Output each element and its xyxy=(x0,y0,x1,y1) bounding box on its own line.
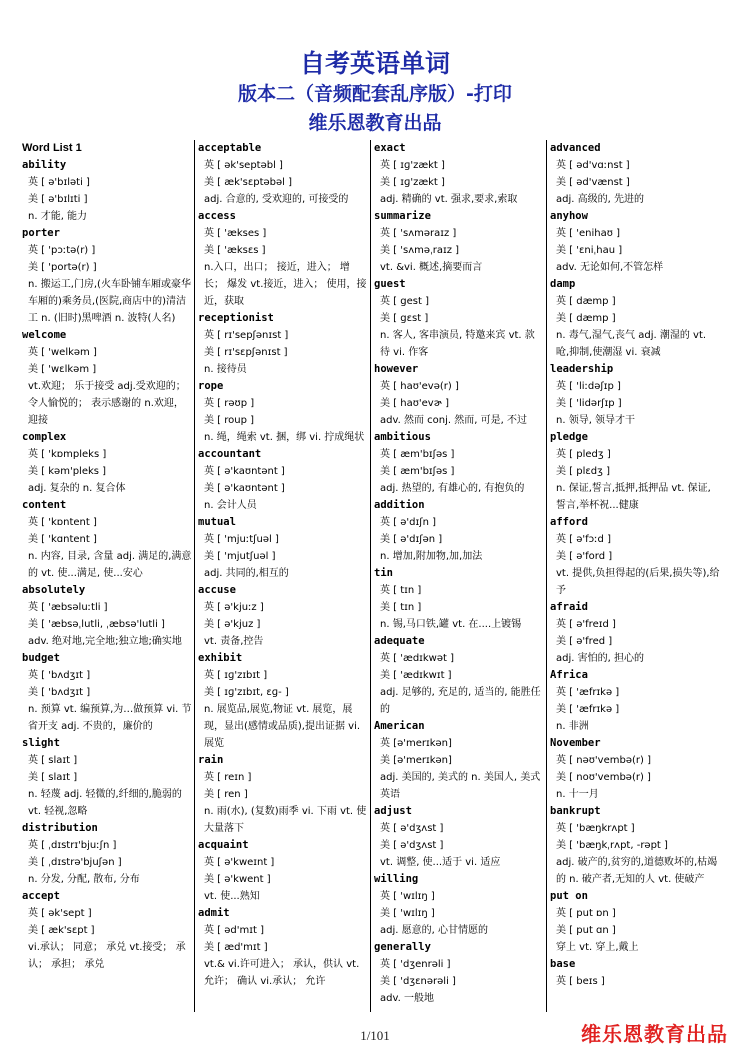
pronunciation: 英 [ ɪɡ'zækt ] xyxy=(380,160,445,171)
headword: pledge xyxy=(550,431,588,443)
pronunciation: 英 [ 'enihaʊ ] xyxy=(556,228,620,239)
word-list-title: Word List 1 xyxy=(22,142,82,154)
definition: vt. 调整, 使...适于 vi. 适应 xyxy=(380,857,501,868)
definition: n. 接待员 xyxy=(204,364,247,375)
definition: n. 会计人员 xyxy=(204,500,257,511)
headword: distribution xyxy=(22,822,98,834)
pronunciation: 美 [ gɛst ] xyxy=(380,313,429,324)
headword: exhibit xyxy=(198,652,243,664)
headword: slight xyxy=(22,737,60,749)
definition: adv. 一般地 xyxy=(380,993,434,1004)
headword: bankrupt xyxy=(550,805,601,817)
definition: n. 轻蔑 adj. 轻微的,纤细的,脆弱的 vt. 轻视,忽略 xyxy=(28,789,182,817)
definition: vt.欢迎； 乐于接受 adj.受欢迎的； 令人愉悦的； 表示感谢的 n.欢迎，迎接 xyxy=(28,381,186,426)
headword: complex xyxy=(22,431,67,443)
pronunciation: 美 [ noʊ'vembə(r) ] xyxy=(556,772,651,783)
headword: generally xyxy=(374,941,431,953)
pronunciation: 美 [ ə'dɪʃən ] xyxy=(380,534,443,545)
pronunciation: 美 [ 'ædɪkwɪt ] xyxy=(380,670,452,681)
definition: adj. 害怕的, 担心的 xyxy=(556,653,644,664)
headword: damp xyxy=(550,278,576,290)
definition: n. 十一月 xyxy=(556,789,599,800)
pronunciation: 英 [ əd'vɑːnst ] xyxy=(556,160,630,171)
pronunciation: 英 [ 'sʌməraɪz ] xyxy=(380,228,457,239)
column-2 xyxy=(198,140,368,1012)
pronunciation: 英 [ 'welkəm ] xyxy=(28,347,97,358)
pronunciation: 美 [ 'bæŋkˌrʌpt, -rəpt ] xyxy=(556,840,668,851)
definition: adj. 破产的,贫穷的,道德败坏的,枯竭的 n. 破产者,无知的人 vt. 使破产 xyxy=(556,857,718,885)
definition: adv. 然而 conj. 然而, 可是, 不过 xyxy=(380,415,527,426)
pronunciation: 英 [ reɪn ] xyxy=(204,772,252,783)
definition: n. 保证,誓言,抵押,抵押品 vt. 保证,誓言,举杯祝...健康 xyxy=(556,483,711,511)
headword: accountant xyxy=(198,448,262,460)
definition: n. 绳，绳索 vt. 捆，绑 vi. 拧成绳状 xyxy=(204,432,365,443)
pronunciation: 英 [ 'ækses ] xyxy=(204,228,267,239)
headword: guest xyxy=(374,278,406,290)
pronunciation: 英 [ ə'kjuːz ] xyxy=(204,602,264,613)
definition: n. 毒气,湿气,丧气 adj. 潮湿的 vt. 呛,抑制,使潮湿 vi. 衰减 xyxy=(556,330,707,358)
definition: adv. 无论如何,不管怎样 xyxy=(556,262,664,273)
pronunciation: 美 [ æk'sɛptəbəl ] xyxy=(204,177,293,188)
pronunciation: 英 [ 'kɒntent ] xyxy=(28,517,97,528)
pronunciation: 美 [ 'ɛniˌhau ] xyxy=(556,245,623,256)
definition: n. 搬运工,门房,(火车卧铺车厢或豪华车厢的)乘务员,(医院,商店中的)清洁工 n. (旧时)黑啤酒 n. 波特(人名) xyxy=(28,279,191,324)
definition: n.入口，出口； 接近，进入； 增长； 爆发 vt.接近，进入； 使用，接近，获取 xyxy=(204,262,367,307)
definition: vt.& vi.许可进入； 承认，供认 vt.允许； 确认 vi.承认； 允许 xyxy=(204,959,360,987)
headword: advanced xyxy=(550,142,601,154)
headword: rope xyxy=(198,380,224,392)
headword: adequate xyxy=(374,635,425,647)
column-4 xyxy=(550,140,720,1012)
definition: n. 领导, 领导才干 xyxy=(556,415,636,426)
pronunciation: 美 [ 'bʌdʒɪt ] xyxy=(28,687,91,698)
pronunciation: 美 [ 'lidərʃɪp ] xyxy=(556,398,622,409)
pronunciation: 美 [ 'æfrɪkə ] xyxy=(556,704,620,715)
pronunciation: 美 [ 'mjutʃuəl ] xyxy=(204,551,276,562)
headword: summarize xyxy=(374,210,431,222)
headword: American xyxy=(374,720,425,732)
pronunciation: 英 [ 'dʒenrəli ] xyxy=(380,959,451,970)
headword: tin xyxy=(374,567,393,579)
definition: 穿上 vt. 穿上,戴上 xyxy=(556,942,639,953)
definition: n. 锡,马口铁,罐 vt. 在....上镀锡 xyxy=(380,619,522,630)
definition: adj. 共同的,相互的 xyxy=(204,568,289,579)
definition: adj. 愿意的, 心甘情愿的 xyxy=(380,925,488,936)
headword: admit xyxy=(198,907,230,919)
pronunciation: 英 [ ɪɡ'zɪbɪt ] xyxy=(204,670,268,681)
pronunciation: 英 [ 'bʌdʒɪt ] xyxy=(28,670,91,681)
pronunciation: 美 [ plɛdʒ ] xyxy=(556,466,610,477)
pronunciation: 英 [ ək'septəbl ] xyxy=(204,160,283,171)
headword: budget xyxy=(22,652,60,664)
pronunciation: 英 [ tɪn ] xyxy=(380,585,422,596)
pronunciation: 英 [ slaɪt ] xyxy=(28,755,78,766)
pronunciation: 美 [ ɪɡ'zɪbɪt, ɛɡ- ] xyxy=(204,687,289,698)
pronunciation: 美 [ æk'sɛpt ] xyxy=(28,925,95,936)
pronunciation: 英 [ 'pɔːtə(r) ] xyxy=(28,245,96,256)
pronunciation: 英 [ ˌdɪstrɪ'bjuːʃn ] xyxy=(28,840,117,851)
headword: welcome xyxy=(22,329,67,341)
headword: accuse xyxy=(198,584,236,596)
page-number: 1/101 xyxy=(360,1028,390,1043)
pronunciation: 美 [ 'dʒɛnərəli ] xyxy=(380,976,456,987)
pronunciation: 美 [ə'merɪkən] xyxy=(380,755,452,766)
definition: n. 分发, 分配, 散布, 分布 xyxy=(28,874,140,885)
definition: vt. 提供,负担得起的(后果,损失等),给予 xyxy=(556,568,720,596)
column-3 xyxy=(374,140,544,1012)
pronunciation: 英 [ 'ædɪkwət ] xyxy=(380,653,455,664)
word-list-columns xyxy=(22,140,732,1012)
pronunciation: 英 [ 'liːdəʃɪp ] xyxy=(556,381,621,392)
pronunciation: 美 [ ə'fred ] xyxy=(556,636,613,647)
headword: however xyxy=(374,363,419,375)
document-subtitle: 版本二（音频配套乱序版）-打印 xyxy=(238,83,512,105)
pronunciation: 英 [ put ɒn ] xyxy=(556,908,616,919)
headword: Africa xyxy=(550,669,588,681)
document-publisher: 维乐恩教育出品 xyxy=(308,112,442,134)
definition: adj. 热望的, 有雄心的, 有抱负的 xyxy=(380,483,525,494)
headword: adjust xyxy=(374,805,412,817)
column-divider xyxy=(194,140,195,1012)
headword: accept xyxy=(22,890,60,902)
column-1 xyxy=(22,140,192,1012)
definition: adj. 复杂的 n. 复合体 xyxy=(28,483,126,494)
pronunciation: 美 [ tɪn ] xyxy=(380,602,422,613)
publisher-watermark: 维乐恩教育出品 xyxy=(581,1022,728,1046)
pronunciation: 美 [ 'portə(r) ] xyxy=(28,262,97,273)
pronunciation: 美 [ ə'kaʊntənt ] xyxy=(204,483,285,494)
pronunciation: 美 [ haʊ'evɚ ] xyxy=(380,398,449,409)
column-divider xyxy=(546,140,547,1012)
definition: vt. &vi. 概述,摘要而言 xyxy=(380,262,483,273)
pronunciation: 英 [ æm'bɪʃəs ] xyxy=(380,449,455,460)
headword: receptionist xyxy=(198,312,274,324)
definition: adj. 合意的, 受欢迎的, 可接受的 xyxy=(204,194,349,205)
pronunciation: 英 [ ə'dɪʃn ] xyxy=(380,517,437,528)
definition: n. 内容, 目录, 含量 adj. 满足的,满意的 vt. 使...满足, 使...安心 xyxy=(28,551,192,579)
pronunciation: 英 [ə'merɪkən] xyxy=(380,738,452,749)
pronunciation: 英 [ haʊ'evə(r) ] xyxy=(380,381,459,392)
headword: acceptable xyxy=(198,142,262,154)
headword: exact xyxy=(374,142,406,154)
pronunciation: 美 [ æd'mɪt ] xyxy=(204,942,268,953)
pronunciation: 美 [ put ɑn ] xyxy=(556,925,616,936)
pronunciation: 美 [ ə'kwent ] xyxy=(204,874,271,885)
pronunciation: 英 [ gest ] xyxy=(380,296,429,307)
headword: mutual xyxy=(198,516,236,528)
pronunciation: 英 [ ə'kaʊntənt ] xyxy=(204,466,285,477)
pronunciation: 美 [ ren ] xyxy=(204,789,248,800)
headword: addition xyxy=(374,499,425,511)
headword: afford xyxy=(550,516,588,528)
pronunciation: 美 [ ə'bɪlɪti ] xyxy=(28,194,88,205)
definition: n. 展览品,展览,物证 vt. 展览，展现，显出(感情或品质),提出证据 vi. 展览 xyxy=(204,704,361,749)
headword: rain xyxy=(198,754,224,766)
pronunciation: 英 [ dæmp ] xyxy=(556,296,616,307)
definition: vt. 使...熟知 xyxy=(204,891,260,902)
pronunciation: 英 [ 'wɪlɪŋ ] xyxy=(380,891,435,902)
headword: afraid xyxy=(550,601,588,613)
pronunciation: 美 [ dæmp ] xyxy=(556,313,616,324)
pronunciation: 英 [ 'æbsəluːtli ] xyxy=(28,602,108,613)
headword: ability xyxy=(22,159,67,171)
pronunciation: 美 [ kəm'pleks ] xyxy=(28,466,107,477)
pronunciation: 美 [ ˌdɪstrə'bjuʃən ] xyxy=(28,857,122,868)
document-title: 自考英语单词 xyxy=(299,49,450,78)
pronunciation: 英 [ əd'mɪt ] xyxy=(204,925,264,936)
pronunciation: 美 [ 'æbsəˌlutli, ˌæbsə'lutli ] xyxy=(28,619,165,630)
headword: access xyxy=(198,210,236,222)
pronunciation: 美 [ ə'ford ] xyxy=(556,551,613,562)
headword: porter xyxy=(22,227,60,239)
pronunciation: 美 [ ə'dʒʌst ] xyxy=(380,840,444,851)
pronunciation: 美 [ 'wɛlkəm ] xyxy=(28,364,97,375)
pronunciation: 英 [ 'bæŋkrʌpt ] xyxy=(556,823,635,834)
definition: n. 非洲 xyxy=(556,721,589,732)
headword: acquaint xyxy=(198,839,249,851)
definition: adj. 美国的, 美式的 n. 美国人, 美式英语 xyxy=(380,772,541,800)
pronunciation: 英 [ ə'dʒʌst ] xyxy=(380,823,444,834)
definition: n. 雨(水), (复数)雨季 vi. 下雨 vt. 使大量落下 xyxy=(204,806,367,834)
pronunciation: 英 [ 'æfrɪkə ] xyxy=(556,687,620,698)
headword: November xyxy=(550,737,601,749)
pronunciation: 美 [ 'kɑntent ] xyxy=(28,534,97,545)
pronunciation: 英 [ beɪs ] xyxy=(556,976,605,987)
pronunciation: 英 [ ə'kweɪnt ] xyxy=(204,857,275,868)
pronunciation: 美 [ roup ] xyxy=(204,415,255,426)
definition: adj. 精确的 vt. 强求,要求,索取 xyxy=(380,194,518,205)
pronunciation: 美 [ 'sʌməˌraɪz ] xyxy=(380,245,460,256)
pronunciation: 美 [ əd'vænst ] xyxy=(556,177,630,188)
headword: anyhow xyxy=(550,210,588,222)
pronunciation: 英 [ pledʒ ] xyxy=(556,449,611,460)
pronunciation: 英 [ ə'fɔːd ] xyxy=(556,534,611,545)
headword: content xyxy=(22,499,67,511)
definition: n. 预算 vt. 编预算,为…做预算 vi. 节省开支 adj. 不贵的，廉价的 xyxy=(28,704,192,732)
pronunciation: 英 [ rəʊp ] xyxy=(204,398,255,409)
definition: n. 客人, 客串演员, 特邀来宾 vt. 款待 vi. 作客 xyxy=(380,330,535,358)
definition: vi.承认； 同意； 承兑 vt.接受； 承认； 承担； 承兑 xyxy=(28,942,186,970)
pronunciation: 英 [ ək'sept ] xyxy=(28,908,92,919)
pronunciation: 英 [ 'kɒmpleks ] xyxy=(28,449,107,460)
pronunciation: 英 [ ə'freɪd ] xyxy=(556,619,616,630)
definition: n. 增加,附加物,加,加法 xyxy=(380,551,483,562)
definition: n. 才能, 能力 xyxy=(28,211,88,222)
headword: put on xyxy=(550,890,588,902)
definition: adj. 高级的, 先进的 xyxy=(556,194,644,205)
pronunciation: 英 [ ə'bɪləti ] xyxy=(28,177,90,188)
headword: willing xyxy=(374,873,419,885)
pronunciation: 美 [ ɪɡ'zækt ] xyxy=(380,177,445,188)
pronunciation: 美 [ slaɪt ] xyxy=(28,772,78,783)
column-divider xyxy=(370,140,371,1012)
headword: leadership xyxy=(550,363,614,375)
pronunciation: 美 [ 'æksɛs ] xyxy=(204,245,266,256)
pronunciation: 英 [ rɪ'sepʃənɪst ] xyxy=(204,330,289,341)
headword: ambitious xyxy=(374,431,431,443)
pronunciation: 美 [ æm'bɪʃəs ] xyxy=(380,466,455,477)
pronunciation: 美 [ rɪ'sɛpʃənɪst ] xyxy=(204,347,288,358)
definition: adv. 绝对地,完全地;独立地;确实地 xyxy=(28,636,182,647)
headword: base xyxy=(550,958,576,970)
definition: vt. 责备,控告 xyxy=(204,636,264,647)
pronunciation: 英 [ nəʊ'vembə(r) ] xyxy=(556,755,651,766)
pronunciation: 美 [ ə'kjuz ] xyxy=(204,619,261,630)
pronunciation: 英 [ 'mjuːtʃuəl ] xyxy=(204,534,279,545)
pronunciation: 美 [ 'wɪlɪŋ ] xyxy=(380,908,435,919)
headword: absolutely xyxy=(22,584,86,596)
definition: adj. 足够的, 充足的, 适当的, 能胜任的 xyxy=(380,687,541,715)
